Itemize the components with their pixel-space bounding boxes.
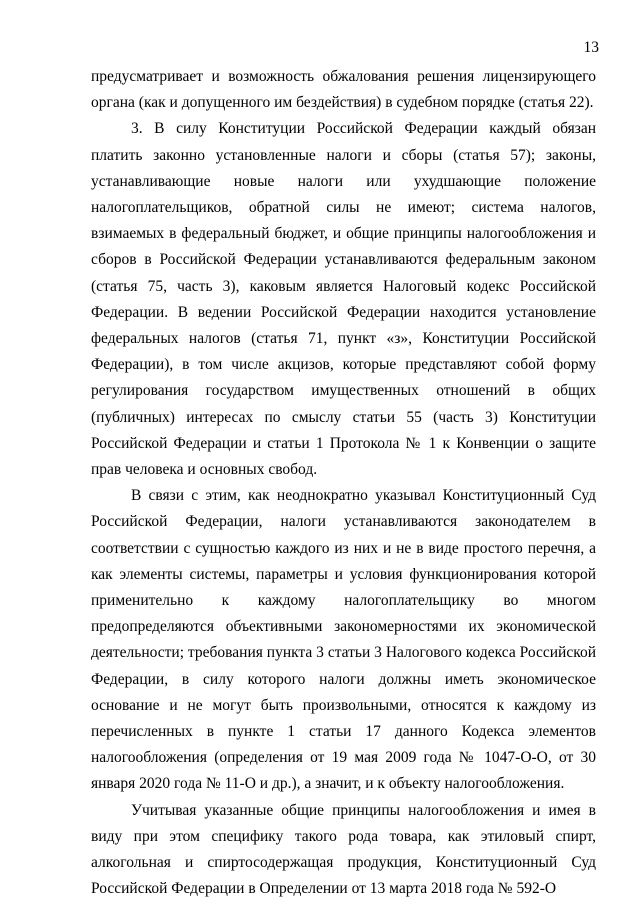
paragraph-alcohol-products: Учитывая указанные общие принципы налогообложения и имея в виду при этом специфику такого рода товара, как этиловый спирт, алкогольная и спиртосодержащая продукция, Конституционный Суд Российской Федерации в Определении от 13 марта 2018 года № 592-О [91, 801, 596, 898]
paragraph-continuation: предусматривает и возможность обжалования решения лицензирующего органа (как и допущенного им бездействия) в судебном порядке (статья 22). [91, 68, 596, 112]
paragraph-tax-elements: В связи с этим, как неоднократно указывал Конституционный Суд Российской Федерации, налоги устанавливаются законодателем в соответствии с сущностью каждого из них и не в виде простого перечня, а как элементы системы, параметры и условия функционирования которой применительно к каждому налогоплательщику во многом предопределяются объективными закономерностями их экономической деятельности; требования пункта 3 статьи 3 Налогового кодекса Российской Федерации, в силу которого налоги должны иметь экономическое основание и не могут быть произвольными, относятся к каждому из перечисленных в пункте 1 статьи 17 данного Кодекса элементов налогообложения (определения от 19 мая 2009 года № 1047-О-О, от 30 января 2020 года № 11-О и др.), а значит, и к объекту налогообложения. [91, 487, 596, 793]
page-number: 13 [583, 39, 599, 56]
document-body [91, 64, 596, 903]
paragraph-point-3: 3. В силу Конституции Российской Федерации каждый обязан платить законно установленные налоги и сборы (статья 57); законы, устанавливающие новые налоги или ухудшающие положение налогоплательщиков, обратной силы не имеют; система налогов, взимаемых в федеральный бюджет, и общие принципы налогообложения и сборов в Российской Федерации устанавливаются федеральным законом (статья 75, часть 3), каковым является Налоговый кодекс Российской Федерации. В ведении Российской Федерации находится установление федеральных налогов (статья 71, пункт «з», Конституции Российской Федерации), в том числе акцизов, которые представляют собой форму регулирования государством имущественных отношений в общих (публичных) интересах по смыслу статьи 55 (часть 3) Конституции Российской Федерации и статьи 1 Протокола № 1 к Конвенции о защите прав человека и основных свобод. [91, 120, 596, 479]
